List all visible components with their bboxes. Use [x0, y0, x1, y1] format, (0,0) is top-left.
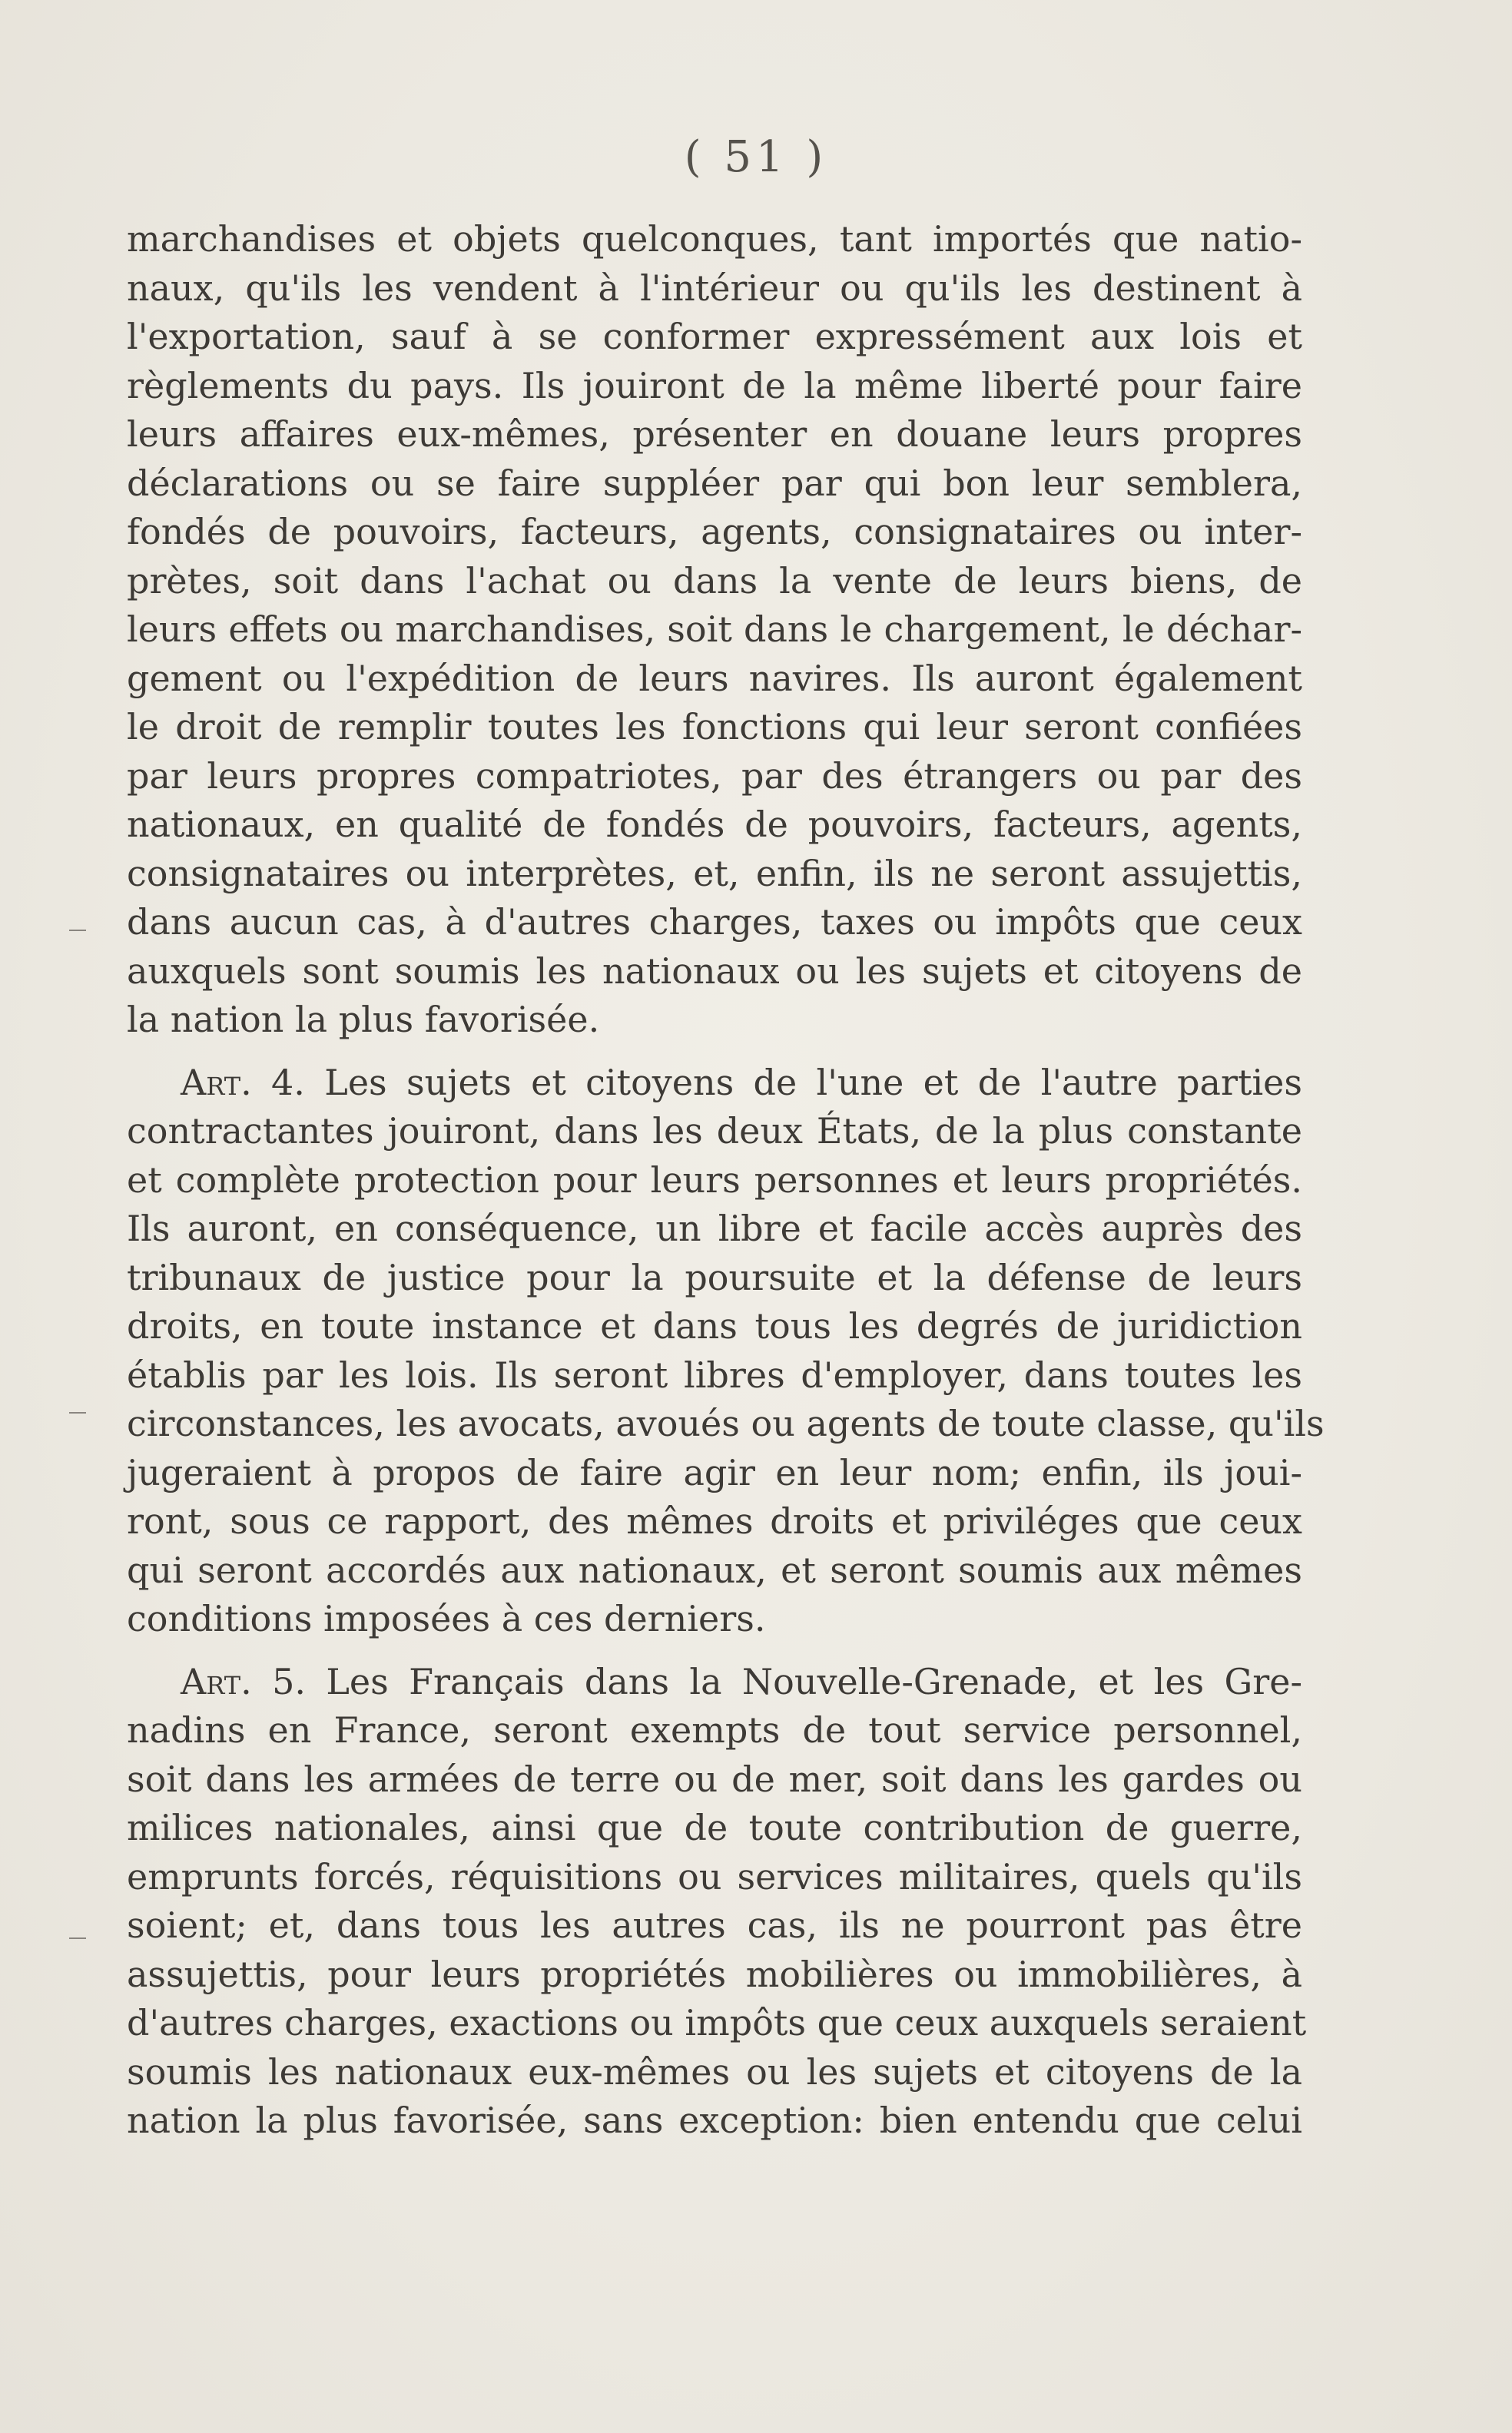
- text-line: déclarations ou se faire suppléer par qui bon leur semblera,: [127, 462, 1302, 504]
- article-first-line: [127, 1059, 1302, 1108]
- text-line: conditions imposées à ces derniers.: [127, 1598, 766, 1639]
- text-line: par leurs propres compatriotes, par des étrangers ou par des: [127, 754, 1302, 797]
- text-line: assujettis, pour leurs propriétés mobilières ou immobilières, à: [127, 1953, 1302, 1995]
- margin-mark: [69, 1937, 86, 1939]
- text-line: l'exportation, sauf à se conformer expressément aux lois et: [127, 316, 1302, 357]
- text-line: jugeraient à propos de faire agir en leur nom; enfin, ils joui-: [127, 1451, 1302, 1493]
- text-line: naux, qu'ils les vendent à l'intérieur ou qu'ils les destinent à: [127, 267, 1302, 309]
- text-line: prètes, soit dans l'achat ou dans la vente de leurs biens, de: [127, 559, 1302, 602]
- text-line: ront, sous ce rapport, des mêmes droits et priviléges que ceux: [127, 1500, 1302, 1542]
- text-line: nation la plus favorisée, sans exception: bien entendu que celui: [127, 2100, 1302, 2141]
- text-line: et complète protection pour leurs personnes et leurs propriétés.: [127, 1158, 1302, 1201]
- body-text: [127, 215, 1325, 2146]
- text-line: nationaux, en qualité de fondés de pouvoirs, facteurs, agents,: [127, 804, 1302, 845]
- text-fragment: Les sujets et citoyens de l'une et de l'autre parties: [324, 1061, 1303, 1103]
- text-line: droits, en toute instance et dans tous les degrés de juridiction: [127, 1305, 1302, 1347]
- page-number: ( 51 ): [684, 132, 828, 182]
- text-line: circonstances, les avocats, avoués ou agents de toute classe, qu'ils: [127, 1403, 1325, 1444]
- paragraph-continuation: [127, 215, 1302, 1045]
- text-line: établis par les lois. Ils seront libres d'employer, dans toutes les: [127, 1354, 1302, 1396]
- text-line: qui seront accordés aux nationaux, et seront soumis aux mêmes: [127, 1549, 1302, 1591]
- article-5: [127, 1658, 1307, 2146]
- text-line: nadins en France, seront exempts de tout service personnel,: [127, 1709, 1302, 1751]
- text-fragment: Les Français dans la Nouvelle-Grenade, et les Gre-: [326, 1660, 1303, 1702]
- article-label: Art. 5.: [181, 1660, 306, 1702]
- text-line: le droit de remplir toutes les fonctions qui leur seront confiées: [127, 706, 1302, 747]
- text-line: Ils auront, en conséquence, un libre et facile accès auprès des: [127, 1208, 1302, 1249]
- text-line: soit dans les armées de terre ou de mer, soit dans les gardes ou: [127, 1758, 1302, 1800]
- text-line: soumis les nationaux eux-mêmes ou les sujets et citoyens de la: [127, 2050, 1302, 2093]
- text-line: la nation la plus favorisée.: [127, 999, 600, 1040]
- article-first-line: [127, 1658, 1302, 1707]
- text-line: contractantes jouiront, dans les deux États, de la plus constante: [127, 1110, 1302, 1152]
- text-line: milices nationales, ainsi que de toute contribution de guerre,: [127, 1807, 1302, 1848]
- text-line: règlements du pays. Ils jouiront de la même liberté pour faire: [127, 364, 1302, 406]
- article-label: Art. 4.: [181, 1061, 305, 1103]
- article-4: [127, 1059, 1325, 1644]
- text-line: gement ou l'expédition de leurs navires. Ils auront également: [127, 657, 1302, 699]
- text-line: marchandises et objets quelconques, tant importés que natio-: [127, 218, 1302, 260]
- text-line: d'autres charges, exactions ou impôts que ceux auxquels seraient: [127, 2002, 1307, 2044]
- margin-mark: [69, 930, 86, 931]
- text-line: emprunts forcés, réquisitions ou services militaires, quels qu'ils: [127, 1855, 1302, 1898]
- text-line: leurs affaires eux-mêmes, présenter en douane leurs propres: [127, 413, 1302, 455]
- text-line: soient; et, dans tous les autres cas, ils ne pourront pas être: [127, 1904, 1302, 1946]
- text-line: consignataires ou interprètes, et, enfin, ils ne seront assujettis,: [127, 852, 1302, 894]
- text-line: dans aucun cas, à d'autres charges, taxes ou impôts que ceux: [127, 901, 1302, 943]
- text-line: auxquels sont soumis les nationaux ou les sujets et citoyens de: [127, 950, 1302, 992]
- text-line: leurs effets ou marchandises, soit dans le chargement, le déchar-: [127, 608, 1302, 650]
- margin-mark: [69, 1412, 86, 1414]
- text-line: tribunaux de justice pour la poursuite et la défense de leurs: [127, 1256, 1302, 1298]
- text-line: fondés de pouvoirs, facteurs, agents, consignataires ou inter-: [127, 511, 1302, 552]
